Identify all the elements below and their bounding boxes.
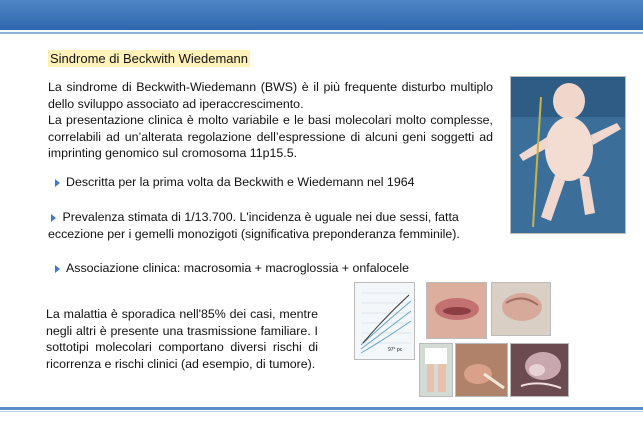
footer-divider — [0, 407, 643, 410]
bullet-prevalence — [48, 209, 498, 242]
slide-header-bar — [0, 0, 643, 30]
bullet-arrow-icon — [51, 214, 56, 222]
bullet-arrow-icon — [55, 179, 60, 187]
bullet-text: Prevalenza stimata di 1/13.700. L'incidenza è uguale nei due sessi, fatta eccezione per i gemelli monozigoti (significativa preponderanza femminile). — [48, 210, 460, 241]
chart-percentile-label: 97° pc — [388, 347, 403, 353]
intro-paragraph: La sindrome di Beckwith-Wiedemann (BWS) è il più frequente disturbo multiplo dello sviluppo associato ad iperaccrescimento. La presentazione clinica è molto variabile e le basi molecolari molto complesse, correlabili ad un’alterata regolazione dell’espressione di alcuni geni soggetti ad imprinting genomico sul cromosoma 11p15.5. — [48, 80, 493, 160]
bullet-text: Associazione clinica: macrosomia + macroglossia + onfalocele — [66, 261, 409, 275]
infant-photo — [510, 76, 626, 234]
bullet-discovery — [55, 174, 495, 191]
bullet-clinical — [55, 260, 495, 277]
closing-paragraph: La malattia è sporadica nell'85% dei casi, mentre negli altri è presente una trasmissione familiare. I sottotipi molecolari comportano diversi rischi di ricorrenza e rischi clinici (ad esempio, di tumore). — [46, 307, 318, 371]
bullet-arrow-icon — [55, 265, 60, 273]
ear-crease-photo — [491, 282, 551, 336]
footer-divider-thin — [0, 411, 643, 412]
hemihyperplasia-legs-photo — [419, 343, 453, 397]
tongue-photo — [455, 343, 508, 397]
growth-chart-image — [354, 282, 415, 360]
omphalocele-photo — [510, 343, 569, 397]
bullet-text: Descritta per la prima volta da Beckwith e Wiedemann nel 1964 — [66, 175, 415, 189]
header-divider — [0, 32, 643, 34]
macroglossia-lips-photo — [426, 282, 487, 339]
slide-title: Sindrome di Beckwith Wiedemann — [50, 51, 248, 66]
